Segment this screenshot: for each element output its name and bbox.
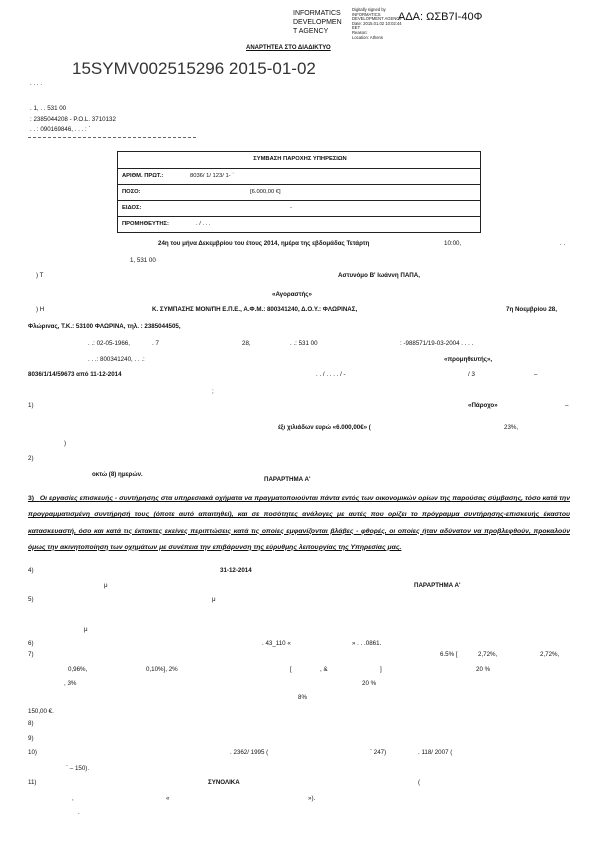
company-name: Κ. ΣΥΜΠΑΣΗΣ ΜΟΝ/ΠΗ Ε.Π.Ε., Α.Φ.Μ.: 800341240, Δ.Ο.Υ.: ΦΛΩΡΙΝΑΣ, (152, 306, 358, 313)
company-date: 7η Νοεμβρίου 28, (506, 306, 557, 313)
pct: 0,10%], 2% (146, 666, 178, 673)
amount: 150,00 €. (28, 708, 54, 715)
signature-detail-line: DEVELOPMENT AGENCY (352, 16, 403, 22)
signature-org-line: T AGENCY (293, 28, 329, 35)
pct: 0,96%, (68, 666, 88, 673)
vat-rate: 23%, (504, 424, 519, 431)
table-row (118, 200, 480, 216)
buyer-label: «Αγοραστής» (272, 291, 312, 298)
published-header: ΑΝΑΡΤΗΤΕΑ ΣΤΟ ΔΙΑΔΙΚΤΥΟ (246, 45, 331, 51)
signature-detail-line: INFORMATICS (352, 11, 381, 17)
company-address: Φλώρινας, Τ.Κ.: 53100 ΦΛΩΡΙΝΑ, τηλ. : 2385044505, (28, 323, 181, 330)
paren: ( (418, 779, 421, 786)
pct: 20 % (476, 666, 491, 673)
table-label: ΕΙΔΟΣ: (122, 205, 142, 211)
officer-prefix: ) Τ (36, 272, 44, 279)
table-value: - (290, 205, 292, 211)
meeting-time: 10:00, (444, 240, 462, 247)
item6-ref: . 43_110 « (262, 640, 291, 647)
item-number: 7) (28, 651, 34, 658)
table-label: ΑΡΙΘΜ. ΠΡΩΤ.: (122, 173, 164, 179)
company-prefix: ) Η (36, 306, 45, 313)
days-text: οκτώ (8) ημερών. (92, 471, 143, 478)
address-line: 1, 531 00 (130, 257, 156, 264)
table-label: ΠΡΟΜΗΘΕΥΤΗΣ: (122, 221, 169, 227)
reference-tail: . . / . . . . / - (316, 371, 346, 378)
pct: 2,72%, (478, 651, 498, 658)
item-number: 5) (28, 596, 34, 603)
signature-detail-line: Location: Athens (352, 34, 383, 40)
pct: 2,72%, (540, 651, 560, 658)
company-line2: . .: 02-05-1966, (88, 340, 130, 347)
item-number: 1) (28, 402, 34, 409)
digital-signature-details (352, 8, 402, 40)
divider (28, 137, 196, 138)
item-number: 6) (28, 640, 34, 647)
sender-address: . 1, . . 531 00 (30, 105, 67, 112)
amount-text: έξι χιλιάδων ευρώ «6.000,00€» ( (278, 424, 371, 431)
company-line2: . .: 531 00 (290, 340, 318, 347)
annex-reference: ΠΑΡΑΡΤΗΜΑ Α' (414, 582, 461, 589)
law-ref: ` 247) (370, 749, 387, 756)
table-value: [6.000,00 €] (250, 189, 281, 195)
pct: , 3% (64, 680, 77, 687)
dash: – (565, 402, 569, 409)
mu: μ (84, 626, 88, 633)
table-row (118, 168, 480, 184)
bracket: ] (380, 666, 382, 673)
law-ref: . 2362/ 1995 ( (230, 749, 269, 756)
bracket: [ (290, 666, 292, 673)
reference-tail: / 3 (468, 371, 475, 378)
dots: . . (560, 240, 566, 247)
document-code: 15SYMV002515296 2015-01-02 (72, 59, 316, 78)
quote: « (166, 795, 170, 802)
mu: μ (212, 596, 216, 603)
signature-detail-line: EET (352, 25, 361, 31)
item-number: 8) (28, 720, 34, 727)
pct: 6.5% [ (440, 651, 458, 658)
item-number: 9) (28, 735, 34, 742)
bracket: , & (320, 666, 328, 673)
supplier-label: «προμηθευτής», (444, 356, 493, 363)
reference-number: 8036/1/14/59673 από 11-12-2014 (28, 371, 122, 378)
contract-table-title-row (118, 152, 480, 168)
mu: μ (104, 582, 108, 589)
signature-detail-line: Reason: (352, 29, 368, 35)
table-label: ΠΟΣΟ: (122, 189, 141, 195)
item-number: 2) (28, 455, 34, 462)
table-value: . / . . . (196, 221, 211, 227)
signature-organization (293, 9, 342, 36)
sender-extra: . . : 090169846, . . . : ` (30, 126, 91, 133)
company-line3: . . .: 800341240, . . .: (88, 356, 145, 363)
item4-date: 31-12-2014 (220, 567, 252, 574)
partner-label: «Πάροχο» (468, 402, 498, 409)
signature-org-line: INFORMATICS (293, 10, 341, 17)
item-3-paragraph (28, 491, 570, 556)
signature-detail-line: Date: 2015.01.02 10:02:44 (352, 20, 402, 26)
dots-line: . . . . (30, 80, 43, 87)
dash: – (534, 371, 538, 378)
signature-org-line: DEVELOPMEN (293, 19, 342, 26)
date-line: 24η του μήνα Δεκεμβρίου του έτους 2014, ημέρα της εβδομάδας Τετάρτη (158, 240, 370, 247)
company-line2: . 7 (152, 340, 159, 347)
table-row (118, 216, 480, 232)
paren: ) (64, 440, 67, 447)
item-number: 4) (28, 567, 34, 574)
law-ref: ` – 150). (66, 765, 90, 772)
table-row (118, 184, 480, 200)
quote: »). (308, 795, 316, 802)
company-line2: 28, (242, 340, 251, 347)
contract-table-title: ΣΥΜΒΑΣΗ ΠΑΡΟΧΗΣ ΥΠΗΡΕΣΙΩΝ (253, 156, 347, 162)
total-word: ΣΥΝΟΛΙΚΑ (208, 779, 240, 786)
item-3-text: Οι εργασίες επισκευής - συντήρησης στα υπηρεσιακά οχήματα να πραγματοποιούνται πάντα εντός των οικονομικών ορίων της παρούσας σύμβασης, τόσο κατά την προγραμματισμένη συντήρησή τους (όποτε αυτό απαιτηθεί), και σε ποσότητες ανάλογες με αυτές που ορίζει το πρόγραμμα συντήρησης-επισκευής έκαστου κατασκευαστή, όσο και κατά τις έκτακτες εκείνες περιπτώσεις κατά τις οποίες εμφανίζονται βλάβες - φθορές, οι οποίες ήταν αδύνατον να προβλεφθούν, προκαλούν όμως την ακινητοποίηση των οχημάτων με συνέπεια την επιβάρυνση της εύρυθμης λειτουργίας της Υπηρεσίας μας. (28, 495, 570, 551)
item-number: 11) (28, 779, 37, 786)
signature-detail-line: Digitally signed by (352, 7, 386, 12)
dot: , (72, 795, 74, 802)
annex-heading: ΠΑΡΑΡΤΗΜΑ Α' (264, 476, 311, 483)
pct: 8% (298, 694, 307, 701)
ada-code: ΑΔΑ: ΩΣΒ7Ι-40Φ (398, 11, 483, 23)
table-value: 8036/ 1/ 123/ 1- ` (190, 173, 235, 179)
company-line2: : -988571/19-03-2004 . . . . (400, 340, 474, 347)
law-ref: . 118/ 2007 ( (418, 749, 453, 756)
officer-name: Αστυνόμο Β' Ιωάννη ΠΑΠΑ, (338, 272, 420, 279)
item6-ref: » . . .0861. (352, 640, 382, 647)
item-number: 3) (28, 495, 35, 502)
contract-table (117, 151, 481, 233)
sender-phone: : 2385044208 - P.O.L. 3710132 (30, 116, 116, 123)
closing: . (78, 809, 80, 816)
semicolon: ; (212, 388, 214, 395)
pct: 20 % (362, 680, 377, 687)
item-number: 10) (28, 749, 37, 756)
